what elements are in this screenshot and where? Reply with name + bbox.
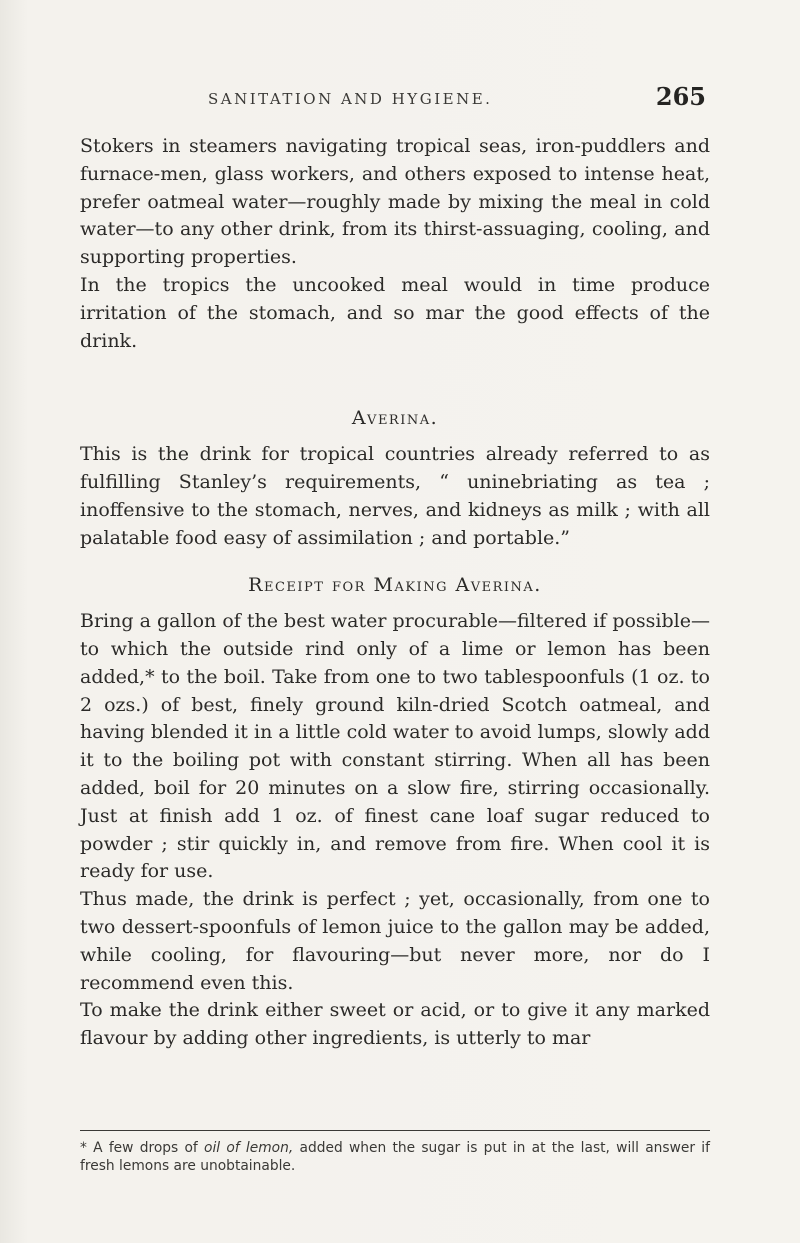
footnote-marker: * A few drops of bbox=[80, 1140, 198, 1156]
paragraph-stokers: Stokers in steamers navigating tropical seas, iron-puddlers and furnace-men, glass workers, and others exposed to intense heat, prefer oatmeal water—roughly made by mixing the meal in cold water—to any other drink, from its thirst-assuaging, cooling, and supporting properties. bbox=[80, 135, 710, 269]
body-text bbox=[80, 133, 710, 1053]
page-header bbox=[78, 82, 706, 122]
paragraph-averina: This is the drink for tropical countries already referred to as fulfilling Stanley’s requirements, “ uninebriating as tea ; inoffensive to the stomach, nerves, and kidneys as milk ; with all palatable food easy of assimilation ; and portable.” bbox=[80, 443, 710, 549]
footnote-rest: added when the sugar is put in at the last, will answer if fresh lemons are unobtainable. bbox=[80, 1140, 710, 1174]
footnote bbox=[80, 1139, 710, 1175]
paragraph-to-make: To make the drink either sweet or acid, or to give it any marked flavour by adding other ingredients, is utterly to mar bbox=[80, 999, 710, 1050]
page-number: 265 bbox=[655, 82, 706, 111]
paragraph-receipt: Bring a gallon of the best water procurable—filtered if possible—to which the outside rind only of a lime or lemon has been added,* to the boil. Take from one to two tablespoonfuls (1 oz. to 2 ozs.) of best, finely ground kiln-dried Scotch oatmeal, and having blended it in a little cold water to avoid lumps, slowly add it to the boiling pot with constant stirring. When all has been added, boil for 20 minutes on a slow fire, stirring occasionally. Just at finish add 1 oz. of finest cane loaf sugar reduced to powder ; stir quickly in, and remove from fire. When cool it is ready for use. bbox=[80, 610, 710, 883]
footnote-emphasis: oil of lemon, bbox=[204, 1140, 294, 1156]
heading-averina: Averina. bbox=[351, 407, 439, 430]
paragraph-thus-made: Thus made, the drink is perfect ; yet, occasionally, from one to two dessert-spoonfuls of lemon juice to the gallon may be added, while cooling, for flavouring—but never more, nor do I recommend even this. bbox=[80, 888, 710, 994]
paragraph-tropics: In the tropics the uncooked meal would in time produce irritation of the stomach, and so mar the good effects of the drink. bbox=[80, 273, 710, 352]
heading-receipt: Receipt for Making Averina. bbox=[248, 574, 542, 597]
running-head: SANITATION AND HYGIENE. bbox=[208, 90, 493, 108]
footnote-rule bbox=[80, 1130, 710, 1131]
